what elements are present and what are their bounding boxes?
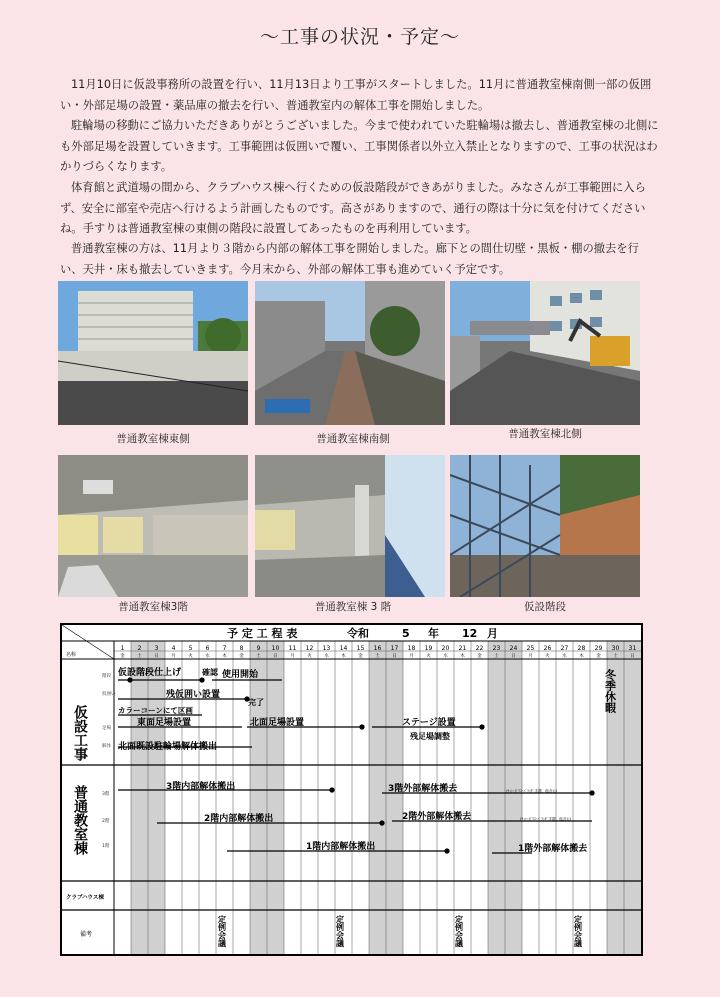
day-weekday: 土 (137, 654, 142, 659)
sub-row-3f: 3階 (102, 792, 110, 797)
day-weekday: 木 (579, 654, 584, 659)
section-biko: 備考 (80, 931, 93, 938)
day-number: 5 (188, 645, 193, 652)
day-number: 7 (222, 645, 227, 652)
task-1f-inner: 1階内部解体搬出 (306, 842, 376, 852)
photo-north (450, 281, 640, 425)
sub-row-1f: 1階 (102, 844, 110, 849)
weekend-column (505, 641, 522, 954)
task-2f-inner: 2階内部解体搬出 (204, 814, 274, 824)
day-number: 11 (288, 645, 297, 652)
schedule-era: 令和 (347, 627, 369, 640)
day-number: 21 (458, 645, 467, 652)
day-weekday: 火 (426, 654, 431, 659)
day-number: 4 (171, 645, 176, 652)
day-weekday: 月 (409, 654, 414, 659)
day-number: 8 (239, 645, 244, 652)
day-weekday: 土 (494, 654, 499, 659)
day-weekday: 金 (358, 654, 363, 659)
task-north-scaffold: 北面足場設置 (250, 718, 305, 728)
task-bike-shed: 北面既設駐輪場解体搬出 (118, 742, 218, 752)
meeting-2: 定例会議 (335, 915, 345, 947)
task-stage: ステージ設置 (402, 718, 456, 728)
caption-1: 普通教室棟東側 (116, 433, 190, 445)
day-weekday: 月 (171, 654, 176, 659)
day-weekday: 土 (256, 654, 261, 659)
caption-2: 普通教室棟南側 (316, 433, 390, 445)
task-remaining-fence: 残仮囲い設置 (166, 690, 221, 700)
winter-break: 冬季休暇 (603, 669, 617, 713)
schedule-grid (62, 625, 641, 954)
weekend-column (250, 641, 267, 954)
day-number: 6 (205, 645, 210, 652)
day-number: 20 (441, 645, 450, 652)
day-number: 18 (407, 645, 416, 652)
day-weekday: 日 (273, 654, 278, 659)
day-number: 1 (120, 645, 125, 652)
day-number: 13 (322, 645, 331, 652)
day-weekday: 金 (239, 654, 244, 659)
day-number: 3 (154, 645, 159, 652)
photo-3f-room (58, 455, 248, 597)
paragraph-1: 11月10日に仮設事務所の設置を行い、11月13日より工事がスタートしました。11月に普通教室棟南側一部の仮囲い・外部足場の設置・薬品庫の撤去を行い、普通教室内の解体工事を開始しました。 (60, 78, 652, 112)
task-stairs-finish: 仮設階段仕上げ (118, 668, 182, 678)
day-number: 19 (424, 645, 433, 652)
day-number: 2 (137, 645, 142, 652)
day-weekday: 日 (630, 654, 635, 659)
day-weekday: 金 (596, 654, 601, 659)
day-number: 10 (271, 645, 280, 652)
day-weekday: 金 (120, 654, 125, 659)
section-futsu: 普通教室棟 (72, 785, 88, 855)
day-weekday: 木 (460, 654, 465, 659)
weekend-column (624, 641, 641, 954)
day-weekday: 木 (222, 654, 227, 659)
schedule-year-unit: 年 (428, 627, 439, 640)
day-number: 26 (543, 645, 552, 652)
page-title: ～工事の状況・予定～ (259, 26, 460, 48)
day-weekday: 火 (307, 654, 312, 659)
schedule-month-unit: 月 (487, 627, 498, 640)
day-weekday: 月 (290, 654, 295, 659)
day-number: 29 (594, 645, 603, 652)
section-club: クラブハウス棟 (66, 895, 104, 901)
day-weekday: 水 (443, 654, 448, 659)
day-weekday: 土 (375, 654, 380, 659)
sub-row-stairs: 階段 (102, 674, 111, 679)
section-kasetsu: 仮設工事 (72, 705, 88, 761)
day-weekday: 水 (324, 654, 329, 659)
day-number: 24 (509, 645, 518, 652)
day-number: 30 (611, 645, 620, 652)
weekend-column (386, 641, 403, 954)
sub-row-fence: 仮囲い (102, 692, 116, 697)
day-number: 23 (492, 645, 501, 652)
day-weekday: 月 (528, 654, 533, 659)
meeting-1: 定例会議 (217, 915, 227, 947)
day-number: 25 (526, 645, 535, 652)
day-number: 27 (560, 645, 569, 652)
weekend-column (488, 641, 505, 954)
sub-row-2f: 2階 (102, 819, 110, 824)
day-number: 14 (339, 645, 348, 652)
sub-row-demolition: 解体 (102, 744, 111, 749)
schedule-year: 5 (402, 627, 410, 640)
caption-5: 普通教室棟 3 階 (314, 601, 392, 613)
caption-3: 普通教室棟北側 (508, 428, 582, 440)
weekend-column (267, 641, 284, 954)
photo-east (58, 281, 248, 425)
header-label: 名称 (66, 652, 77, 658)
task-color-cone: カラーコーンにて区画 (118, 706, 193, 715)
day-weekday: 水 (562, 654, 567, 659)
weekend-column (131, 641, 148, 954)
task-check: 確認 (202, 668, 218, 677)
day-number: 12 (305, 645, 314, 652)
day-weekday: 金 (477, 654, 482, 659)
task-2f-outer: 2階外部解体搬去 (402, 812, 472, 822)
schedule-month: 12 (462, 627, 478, 640)
day-weekday: 木 (341, 654, 346, 659)
day-weekday: 日 (392, 654, 397, 659)
paragraph-3: 体育館と武道場の間から、クラブハウス棟へ行くための仮設階段ができあがりました。みなさんが工事範囲に入らず、安全に部室や売店へ行けるよう計画したものです。高さがありますので、通行の際は十分に気を付けてくださいね。手すりは普通教室棟の東側の階段に設置してあったものを再利用しています。 (60, 181, 646, 235)
paragraph-2: 駐輪場の移動にご協力いただきありがとうございました。今まで使われていた駐輪場は撤去し、普通教室棟の北側にも外部足場を設置していきます。工事範囲は仮囲いで覆い、工事関係者以外立入禁止となりますので、工事の状況はわかりづらくなります。 (60, 119, 659, 173)
sub-row-scaffold: 足場 (102, 726, 111, 731)
note-3f: (ｻｯｼ･ｶﾞﾗｽ･ﾍﾞﾗﾝﾀﾞ手摺、他含む) (506, 789, 558, 793)
day-number: 15 (356, 645, 365, 652)
task-3f-inner: 3階内部解体搬出 (166, 782, 236, 792)
task-3f-outer: 3階外部解体搬去 (388, 784, 458, 794)
task-remaining-scaffold: 残足場調整 (410, 732, 450, 741)
schedule-title: 予 定 工 程 表 (227, 627, 298, 640)
caption-6: 仮設階段 (524, 601, 566, 613)
task-start-use: 使用開始 (222, 670, 259, 680)
meeting-3: 定例会議 (454, 915, 464, 947)
day-number: 9 (256, 645, 261, 652)
day-number: 22 (475, 645, 484, 652)
caption-4: 普通教室棟3階 (118, 601, 188, 613)
day-weekday: 火 (188, 654, 193, 659)
paragraph-4: 普通教室棟の方は、11月より３階から内部の解体工事を開始しました。廊下との間仕切壁・黒板・棚の撤去を行い、天井・床も撤去していきます。今月末から、外部の解体工事も進めていく予定です。 (60, 242, 639, 276)
day-number: 17 (390, 645, 399, 652)
task-complete: 完了 (248, 698, 264, 707)
note-2f: (ｻｯｼ･ｶﾞﾗｽ･ﾍﾞﾗﾝﾀﾞ手摺、他含む) (520, 817, 572, 821)
weekend-column (369, 641, 386, 954)
weekend-column (148, 641, 165, 954)
task-east-scaffold: 東面足場設置 (137, 718, 192, 728)
day-weekday: 日 (511, 654, 516, 659)
photo-3f-corridor (255, 455, 445, 597)
task-1f-outer: 1階外部解体搬去 (518, 844, 588, 854)
day-weekday: 水 (205, 654, 210, 659)
photo-temp-stairs (450, 455, 640, 597)
day-weekday: 日 (154, 654, 159, 659)
day-weekday: 火 (545, 654, 550, 659)
meeting-4: 定例会議 (573, 915, 583, 947)
day-number: 31 (628, 645, 637, 652)
day-number: 28 (577, 645, 586, 652)
schedule-table (60, 623, 643, 956)
day-number: 16 (373, 645, 382, 652)
photo-south (255, 281, 445, 425)
day-weekday: 土 (613, 654, 618, 659)
